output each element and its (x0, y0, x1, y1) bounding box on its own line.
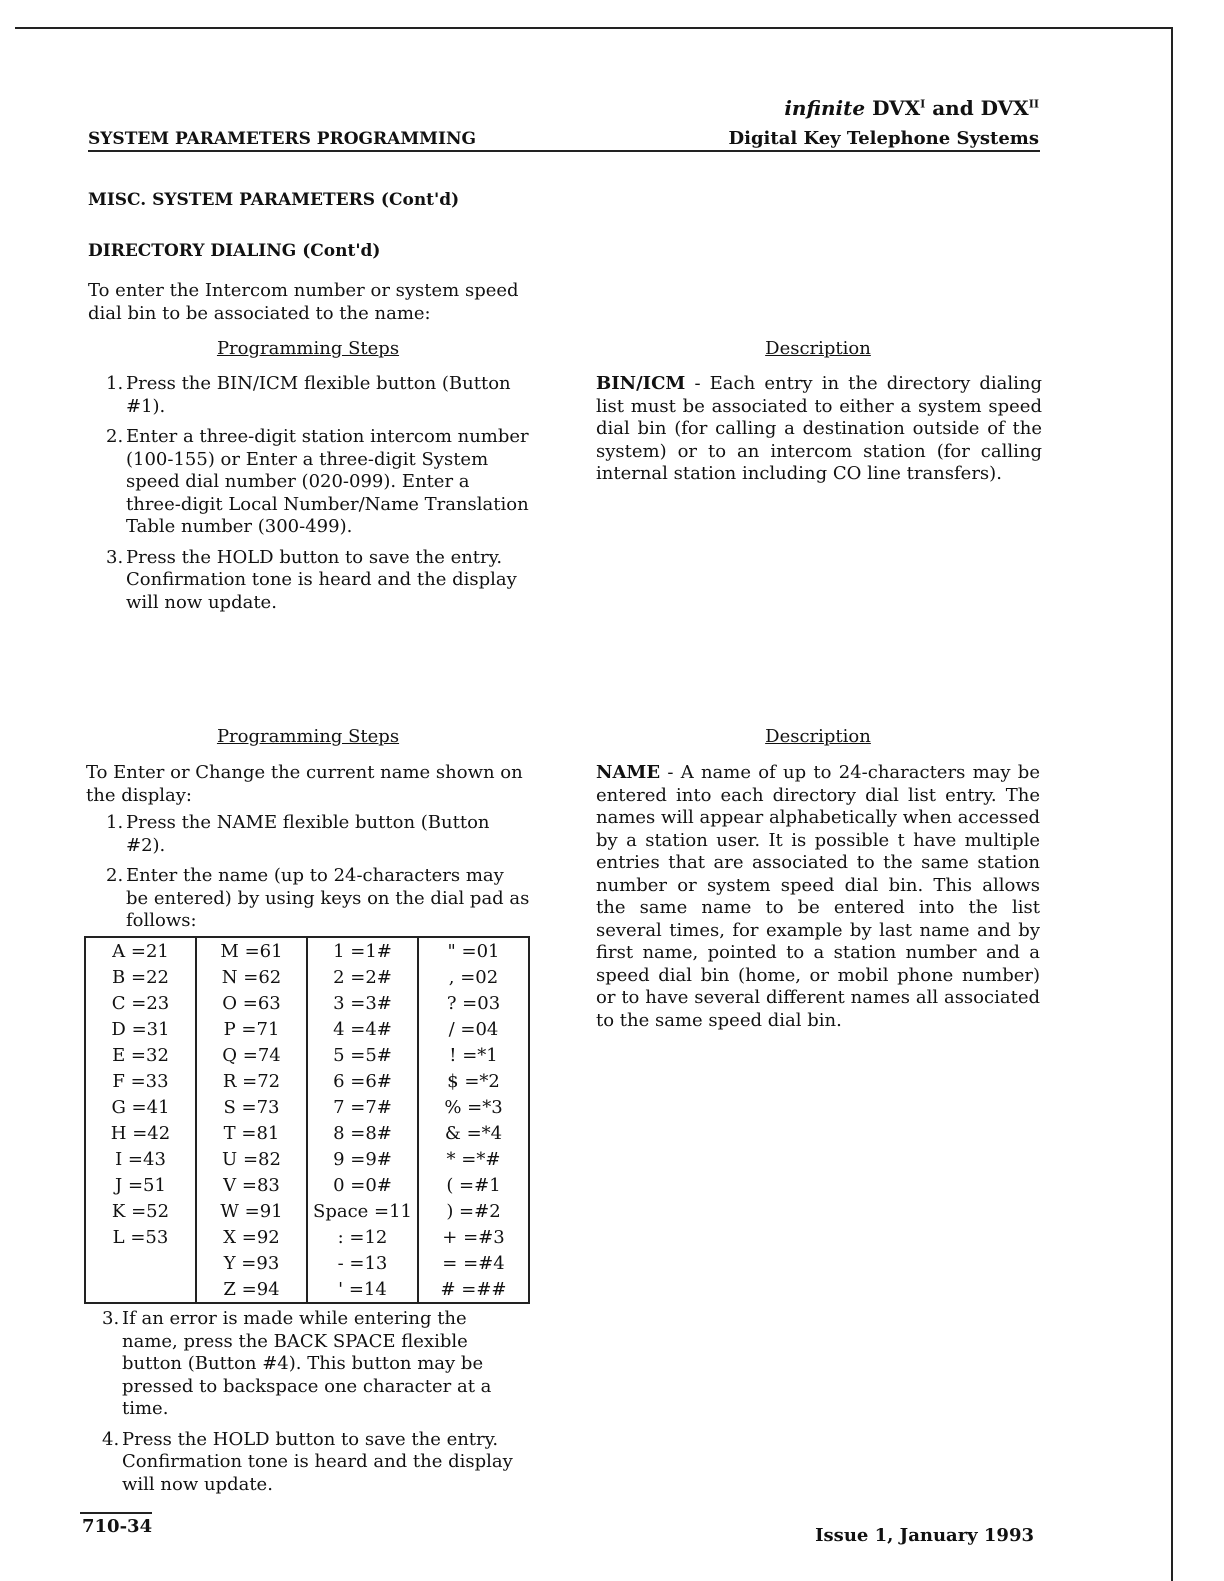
intro-text: To enter the Intercom number or system speed dial bin to be associated to the name: (88, 280, 519, 324)
desc-text: - Each entry in the directory dialing list must be associated to either a system speed dial bin (for calling a destination outside of the system) or to an intercom station (for calling internal station including CO line transfers). (596, 373, 1042, 484)
table-cell: & =*4 (418, 1120, 529, 1146)
table-cell: % =*3 (418, 1094, 529, 1120)
step-number: 3. (102, 1308, 120, 1329)
header-rule (88, 150, 1040, 152)
step (88, 547, 530, 615)
steps-list-2b (84, 1308, 526, 1504)
product-italic: infinite (784, 96, 866, 120)
table-cell: J =51 (85, 1172, 196, 1198)
table-cell: ( =#1 (418, 1172, 529, 1198)
steps-intro-2: To Enter or Change the current name shown on the display: (86, 762, 523, 806)
step-text: Enter the name (up to 24-characters may be entered) by using keys on the dial pad as follows: (126, 865, 530, 931)
title-directory: DIRECTORY DIALING (Cont'd) (88, 241, 381, 261)
table-cell: = =#4 (418, 1250, 529, 1276)
title-misc: MISC. SYSTEM PARAMETERS (Cont'd) (88, 190, 460, 210)
table-cell: S =73 (196, 1094, 307, 1120)
table-row (85, 1016, 529, 1042)
table-cell: 8 =8# (307, 1120, 418, 1146)
table-cell: - =13 (307, 1250, 418, 1276)
step-number: 3. (106, 546, 124, 568)
table-cell: ) =#2 (418, 1198, 529, 1224)
desc-term: BIN/ICM (596, 373, 686, 394)
steps-heading-1: Programming Steps (216, 338, 400, 359)
product-subtitle: Digital Key Telephone Systems (728, 128, 1039, 149)
table-cell: Z =94 (196, 1276, 307, 1303)
table-row (85, 1198, 529, 1224)
table-cell: $ =*2 (418, 1068, 529, 1094)
table-cell: W =91 (196, 1198, 307, 1224)
table-row (85, 964, 529, 990)
table-row (85, 1276, 529, 1303)
table-cell: 3 =3# (307, 990, 418, 1016)
table-cell: 7 =7# (307, 1094, 418, 1120)
table-cell (85, 1250, 196, 1276)
table-cell: 9 =9# (307, 1146, 418, 1172)
step-number: 1. (106, 373, 124, 394)
table-cell: G =41 (85, 1094, 196, 1120)
table-cell: R =72 (196, 1068, 307, 1094)
table-row (85, 1120, 529, 1146)
table-row (85, 990, 529, 1016)
step-number: 2. (106, 865, 124, 886)
table-row (85, 1224, 529, 1250)
keypad-character-table (84, 936, 530, 1304)
table-row (85, 1250, 529, 1276)
table-cell: H =42 (85, 1120, 196, 1146)
footer-rule (80, 1512, 152, 1514)
sup2: II (1028, 97, 1039, 111)
table-cell: Space =11 (307, 1198, 418, 1224)
top-border (15, 27, 1173, 29)
desc-heading-2: Description (765, 726, 871, 747)
table-cell: C =23 (85, 990, 196, 1016)
desc-heading-1: Description (765, 338, 871, 359)
steps-list-2a (88, 812, 530, 941)
table-cell: ? =03 (418, 990, 529, 1016)
table-cell: : =12 (307, 1224, 418, 1250)
product-and: and DVX (932, 96, 1029, 120)
table-cell (85, 1276, 196, 1303)
table-cell: X =92 (196, 1224, 307, 1250)
table-cell: T =81 (196, 1120, 307, 1146)
step-number: 2. (106, 426, 124, 447)
table-cell: L =53 (85, 1224, 196, 1250)
table-row (85, 937, 529, 964)
table-cell: D =31 (85, 1016, 196, 1042)
table-row (85, 1094, 529, 1120)
step (88, 373, 530, 418)
table-cell: E =32 (85, 1042, 196, 1068)
step-text: Press the NAME flexible button (Button #2). (126, 812, 490, 856)
step (88, 426, 530, 539)
step-number: 1. (106, 812, 124, 833)
desc-term: NAME (596, 762, 661, 783)
step-text: Press the HOLD button to save the entry. Confirmation tone is heard and the display will now update. (126, 546, 517, 613)
table-cell: Y =93 (196, 1250, 307, 1276)
description-2 (596, 762, 1040, 1032)
table-cell: 0 =0# (307, 1172, 418, 1198)
table-cell: # =## (418, 1276, 529, 1303)
table-cell: V =83 (196, 1172, 307, 1198)
table-cell: 6 =6# (307, 1068, 418, 1094)
section-header: SYSTEM PARAMETERS PROGRAMMING (88, 129, 476, 149)
right-border (1171, 27, 1173, 1581)
table-cell: " =01 (418, 937, 529, 964)
table-cell: I =43 (85, 1146, 196, 1172)
step-number: 4. (102, 1428, 120, 1450)
table-cell: ! =*1 (418, 1042, 529, 1068)
table-cell: F =33 (85, 1068, 196, 1094)
table-cell: M =61 (196, 937, 307, 964)
description-1 (596, 373, 1042, 486)
table-cell: * =*# (418, 1146, 529, 1172)
steps-heading-2: Programming Steps (216, 726, 400, 747)
step-text: If an error is made while entering the name, press the BACK SPACE flexible button (Button #4). This button may be pressed to backspace one character at a time. (122, 1308, 492, 1419)
step (88, 865, 530, 933)
table-row (85, 1172, 529, 1198)
table-cell: 5 =5# (307, 1042, 418, 1068)
table-cell: 4 =4# (307, 1016, 418, 1042)
table-cell: U =82 (196, 1146, 307, 1172)
table-cell: B =22 (85, 964, 196, 990)
table-cell: + =#3 (418, 1224, 529, 1250)
step-text: Press the BIN/ICM flexible button (Button #1). (126, 373, 511, 417)
table-cell: Q =74 (196, 1042, 307, 1068)
table-cell: N =62 (196, 964, 307, 990)
step-text: Enter a three-digit station intercom number (100-155) or Enter a three-digit System speed dial number (020-099). Enter a three-digit Local Number/Name Translation Table number (300-499). (126, 426, 529, 537)
table-cell: K =52 (85, 1198, 196, 1224)
table-row (85, 1146, 529, 1172)
desc-text: - A name of up to 24-characters may be entered into each directory dial list entry. The names will appear alphabetically when accessed by a station user. It is possible t have multiple entries that are associated to the same station number or system speed dial bin. This allows the same name to be entered into the list several times, for example by last name and by first name, pointed to a station number and a speed dial bin (home, or mobil phone number) or to have several different names all associated to the same speed dial bin. (596, 762, 1040, 1031)
table-cell: / =04 (418, 1016, 529, 1042)
product-name: DVX (872, 96, 921, 120)
product-title (784, 96, 1039, 120)
table-row (85, 1042, 529, 1068)
steps-list-1 (88, 373, 530, 622)
table-row (85, 1068, 529, 1094)
table-cell: P =71 (196, 1016, 307, 1042)
table-cell: A =21 (85, 937, 196, 964)
table-cell: O =63 (196, 990, 307, 1016)
step (84, 1308, 526, 1421)
table-cell: , =02 (418, 964, 529, 990)
table-cell: 2 =2# (307, 964, 418, 990)
step (84, 1429, 526, 1497)
issue-date: Issue 1, January 1993 (815, 1525, 1034, 1546)
step-text: Press the HOLD button to save the entry. Confirmation tone is heard and the display will now update. (122, 1428, 513, 1495)
step (88, 812, 530, 857)
sup1: I (920, 97, 926, 111)
table-cell: ' =14 (307, 1276, 418, 1303)
table-cell: 1 =1# (307, 937, 418, 964)
page-number: 710-34 (82, 1516, 153, 1537)
